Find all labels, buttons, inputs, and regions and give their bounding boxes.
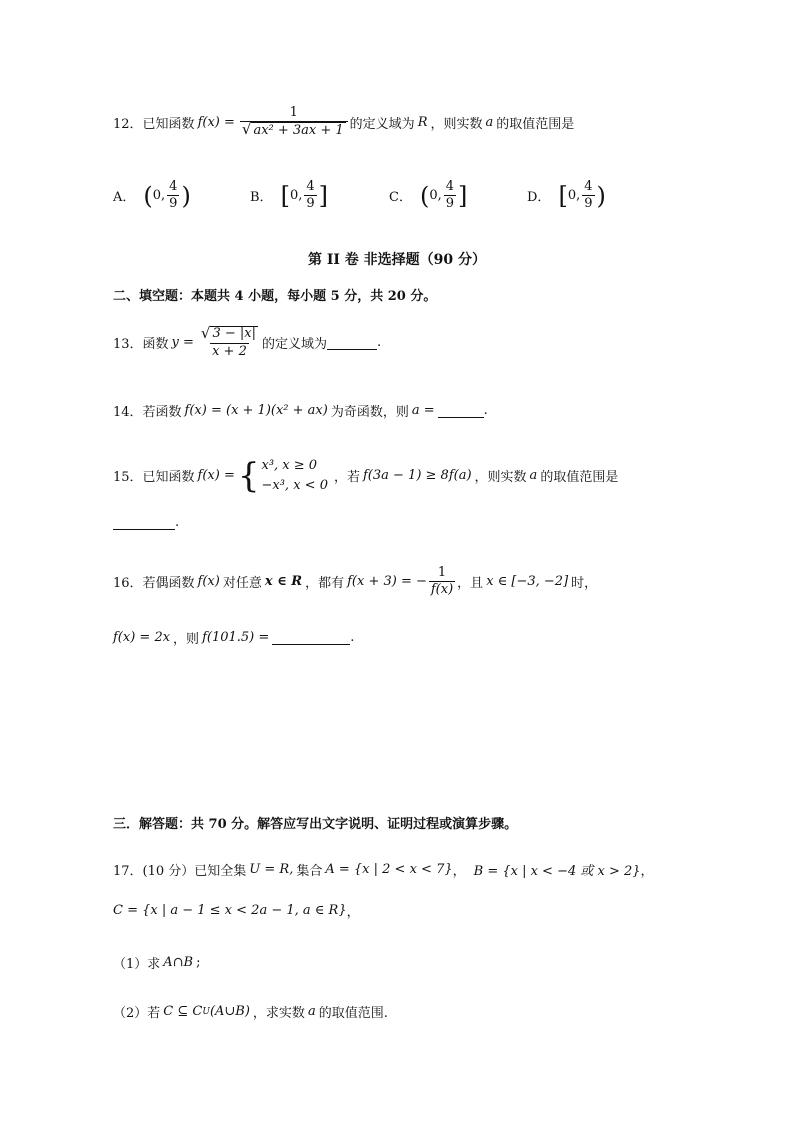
q12-option-c: C． ( 0, $\frac{4}{9}$ ] [389, 179, 468, 211]
q17-part-2: （2）若 C ⊆ C U (A∪B) ，求实数 a 的取值范围. [113, 1004, 388, 1021]
q17-part-1: （1）求 A∩B ; [113, 955, 201, 972]
q16-line-2: f(x) = 2x ，则 f(101.5) = . [113, 630, 355, 647]
q13-fraction: √ 3 − |x| x + 2 [200, 324, 257, 359]
question-17: 17．(10 分）已知全集 U = R, 集合 A = {x | 2 < x < 7} ， B = {x | x < −4 或 x > 2} ， [113, 862, 654, 879]
question-13: 13．函数 y = √ 3 − |x| x + 2 的定义域为 . [113, 324, 382, 359]
question-15: 15．已知函数 f(x) = { x³, x ≥ 0 −x³, x < 0 ，若 f(3a − 1) ≥ 8f(a) ，则实数 a 的取值范围是 [113, 455, 619, 496]
q17-set-c: C = {x | a − 1 ≤ x < 2a − 1, a ∈ R} ， [113, 903, 360, 920]
q12-option-d: D． [ 0, $\frac{4}{9}$ ) [527, 179, 606, 211]
q12-text-4: 的取值范围是 [496, 116, 575, 132]
q12-option-a: A． ( 0, $\frac{4}{9}$ ) [113, 179, 191, 211]
question-12 [113, 106, 574, 139]
section-3-heading: 三．解答题：共 70 分。解答应写出文字说明、证明过程或演算步骤。 [113, 817, 518, 832]
q16-fraction: $\frac{1}{f(x)}$ [430, 565, 454, 597]
q12-text-2: 的定义域为 [349, 116, 415, 132]
section-2-heading: 二、填空题：本题共 4 小题，每小题 5 分，共 20 分。 [113, 289, 437, 304]
q16-answer-blank[interactable] [272, 630, 350, 645]
q12-sqrt: √ ax² + 3ax + 1 [241, 119, 344, 138]
q12-fraction [240, 106, 348, 139]
q15-cases: x³, x ≥ 0 −x³, x < 0 [261, 458, 328, 493]
q15-answer-blank[interactable] [113, 515, 175, 530]
q12-frac-den [240, 121, 348, 139]
q12-frac-num: 1 [289, 105, 298, 120]
q12-function: f(x) = [197, 114, 235, 130]
q12-text-1: 已知函数 [142, 116, 195, 132]
part2-title: 第 II 卷 非选择题（90 分） [307, 252, 487, 268]
q15-answer-line: . [113, 515, 179, 530]
q15-brace: { [237, 455, 260, 496]
q12-R: R [417, 114, 428, 130]
q12-number: 12． [113, 116, 143, 132]
question-16: 16．若偶函数 f(x) 对任意 x ∈ R ，都有 f(x + 3) = − $\frac{1}{f(x)}$ ，且 x ∈ [−3, −2] 时， [113, 565, 598, 597]
q12-text-3: ，则实数 [430, 116, 483, 132]
q13-answer-blank[interactable] [327, 335, 377, 350]
q12-a: a [485, 114, 494, 130]
q12-option-b: B． [ 0, $\frac{4}{9}$ ] [250, 179, 328, 211]
q14-answer-blank[interactable] [438, 403, 484, 418]
question-14: 14．若函数 f(x) = (x + 1)(x² + ax) 为奇函数，则 a = . [113, 403, 488, 420]
